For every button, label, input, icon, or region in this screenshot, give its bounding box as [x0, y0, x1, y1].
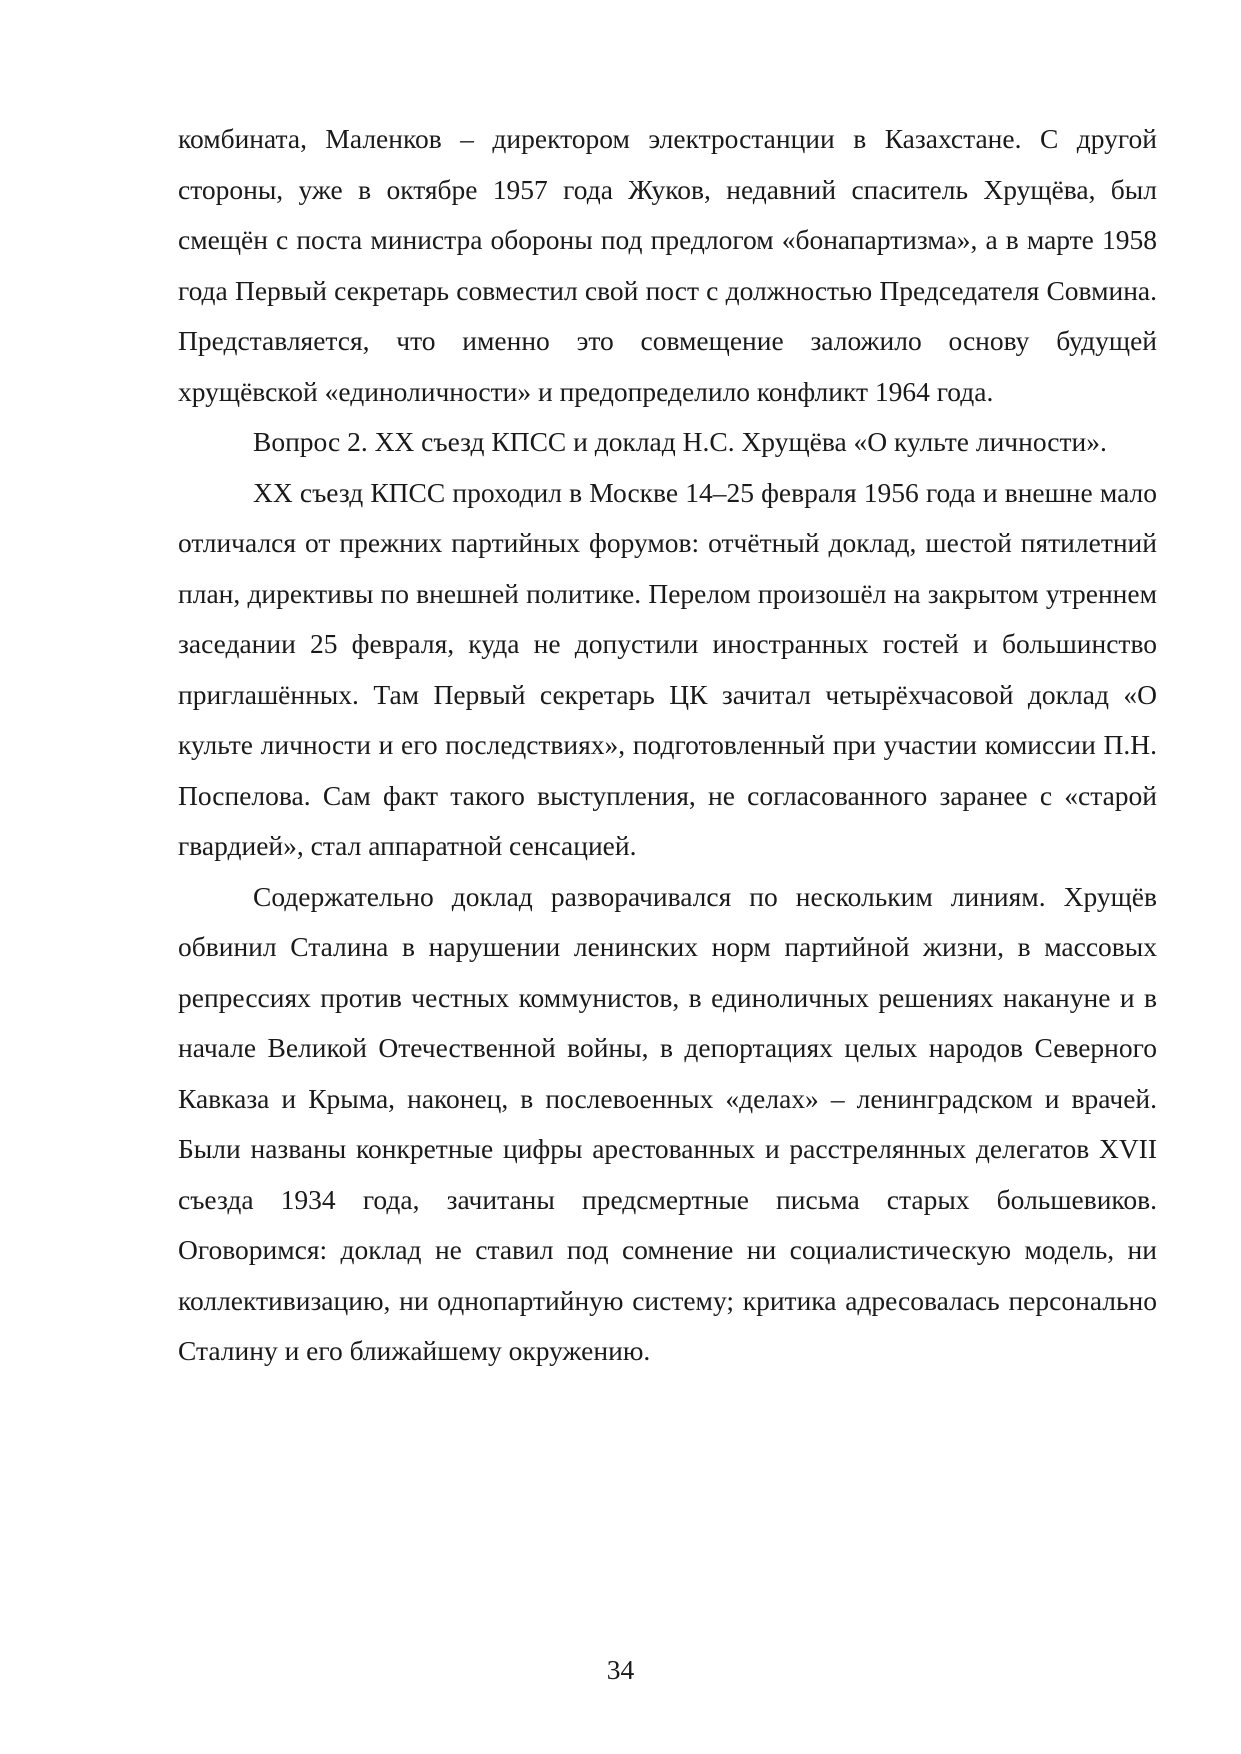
body-text [178, 114, 1157, 1377]
paragraph-continuation: комбината, Маленков – директором электростанции в Казахстане. С другой стороны, уже в октябре 1957 года Жуков, недавний спаситель Хрущёва, был смещён с поста министра обороны под предлогом «бонапартизма», а в марте 1958 года Первый секретарь совместил свой пост с должностью Председателя Совмина. Представляется, что именно это совмещение заложило основу будущей хрущёвской «единоличности» и предопределило конфликт 1964 года. [178, 123, 1157, 407]
page-number: 34 [606, 1654, 635, 1685]
section-heading-question-2: Вопрос 2. XX съезд КПСС и доклад Н.С. Хрущёва «О культе личности». [253, 426, 1107, 457]
paragraph: Содержательно доклад разворачивался по нескольким линиям. Хрущёв обвинил Сталина в нарушении ленинских норм партийной жизни, в массовых репрессиях против честных коммунистов, в единоличных решениях накануне и в начале Великой Отечественной войны, в депортациях целых народов Северного Кавказа и Крыма, наконец, в послевоенных «делах» – ленинградском и врачей. Были названы конкретные цифры арестованных и расстрелянных делегатов XVII съезда 1934 года, зачитаны предсмертные письма старых большевиков. Оговоримся: доклад не ставил под сомнение ни социалистическую модель, ни коллективизацию, ни однопартийную систему; критика адресовалась персонально Сталину и его ближайшему окружению. [178, 880, 1157, 1366]
paragraph: XX съезд КПСС проходил в Москве 14–25 февраля 1956 года и внешне мало отличался от прежних партийных форумов: отчётный доклад, шестой пятилетний план, директивы по внешней политике. Перелом произошёл на закрытом утреннем заседании 25 февраля, куда не допустили иностранных гостей и большинство приглашённых. Там Первый секретарь ЦК зачитал четырёхчасовой доклад «О культе личности и его последствиях», подготовленный при участии комиссии П.Н. Поспелова. Сам факт такого выступления, не согласованного заранее с «старой гвардией», стал аппаратной сенсацией. [178, 476, 1157, 861]
